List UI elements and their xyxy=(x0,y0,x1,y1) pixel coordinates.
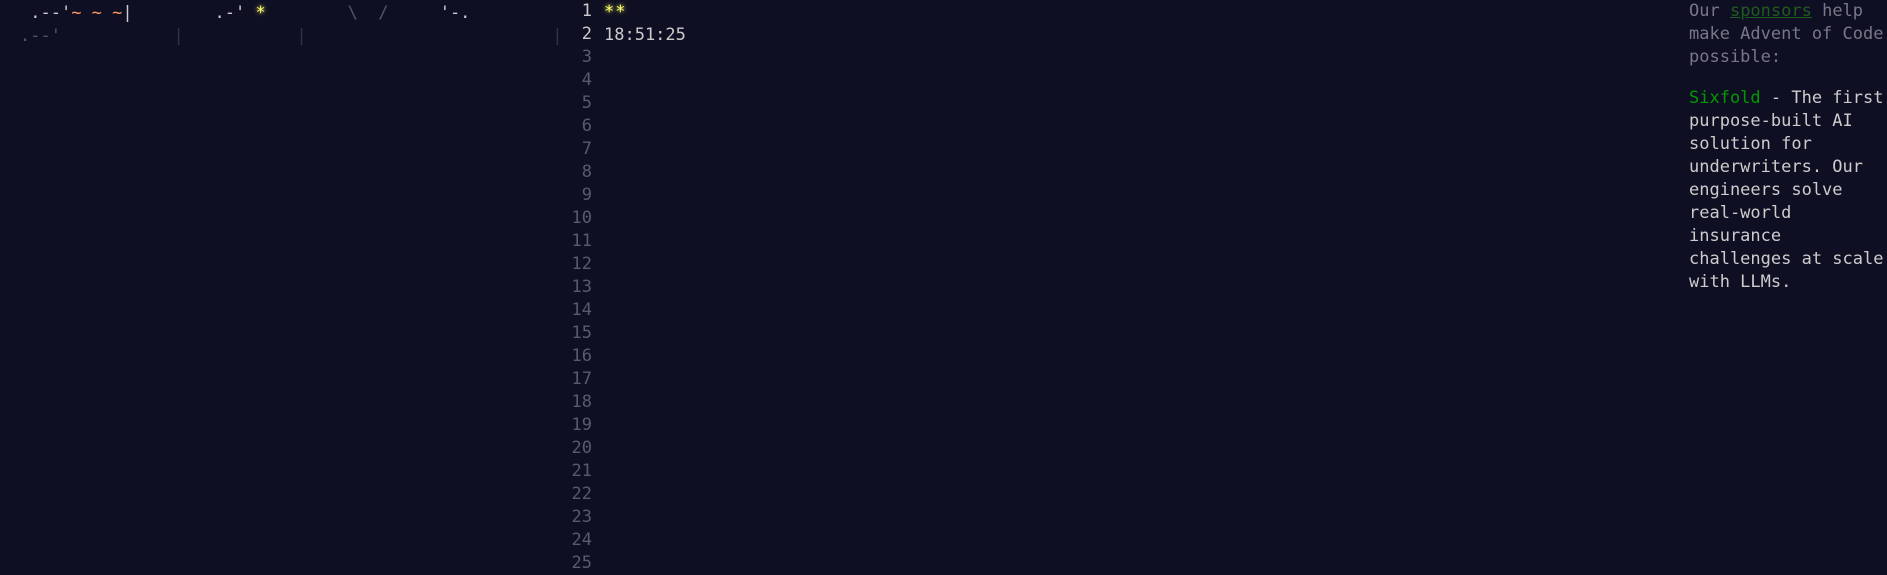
sponsor-description: - The first purpose-built AI solution for underwriters. Our engineers solve real-world insurance challenges at scale with LLMs. xyxy=(1689,88,1884,292)
day-number: 10 xyxy=(571,208,592,228)
art-segment: .-' xyxy=(132,3,246,23)
art-segment: \ / xyxy=(265,3,389,23)
day-number: 15 xyxy=(571,323,592,343)
day-number: 5 xyxy=(581,93,592,113)
day-number: 19 xyxy=(571,415,592,435)
day-number: 21 xyxy=(571,461,592,481)
day-number: 22 xyxy=(571,484,592,504)
art-segment: ~ ~ ~ xyxy=(71,3,123,23)
sidebar xyxy=(1689,0,1884,294)
day-number: 25 xyxy=(571,553,592,573)
day-number: 18 xyxy=(571,392,592,412)
day-number[interactable]: 1 xyxy=(581,1,592,21)
ascii-art-line-1 xyxy=(20,2,470,25)
sponsor-entry xyxy=(1689,87,1884,294)
day-2-time: 18:51:25 xyxy=(604,25,686,45)
intro-text: help make Advent of Code possible: xyxy=(1689,1,1884,67)
day-number: 12 xyxy=(571,254,592,274)
day-number: 20 xyxy=(571,438,592,458)
art-segment: .--' xyxy=(20,3,72,23)
day-number: 6 xyxy=(581,116,592,136)
sponsor-intro xyxy=(1689,0,1884,69)
day-number: 11 xyxy=(571,231,592,251)
day-number: 24 xyxy=(571,530,592,550)
art-segment: | xyxy=(122,3,133,23)
day-number: 3 xyxy=(581,47,592,67)
sponsors-link[interactable]: sponsors xyxy=(1729,1,1812,21)
day-number: 23 xyxy=(571,507,592,527)
day-1-stars: ** xyxy=(604,2,627,22)
day-number: 17 xyxy=(571,369,592,389)
intro-text: Our xyxy=(1689,1,1730,21)
day-number: 14 xyxy=(571,300,592,320)
day-number: 9 xyxy=(581,185,592,205)
art-segment: '-. xyxy=(388,3,471,23)
day-number: 13 xyxy=(571,277,592,297)
art-segment: .--' xyxy=(20,26,61,46)
day-number: 16 xyxy=(571,346,592,366)
day-number: 7 xyxy=(581,139,592,159)
day-numbers xyxy=(562,0,592,575)
day-number: 4 xyxy=(581,70,592,90)
star-icon: * xyxy=(245,3,266,23)
day-number: 8 xyxy=(581,162,592,182)
art-segment: | | | xyxy=(60,26,563,46)
ascii-art-line-2 xyxy=(20,25,562,48)
day-number[interactable]: 2 xyxy=(581,24,592,44)
sponsor-link-sixfold[interactable]: Sixfold xyxy=(1689,88,1761,108)
